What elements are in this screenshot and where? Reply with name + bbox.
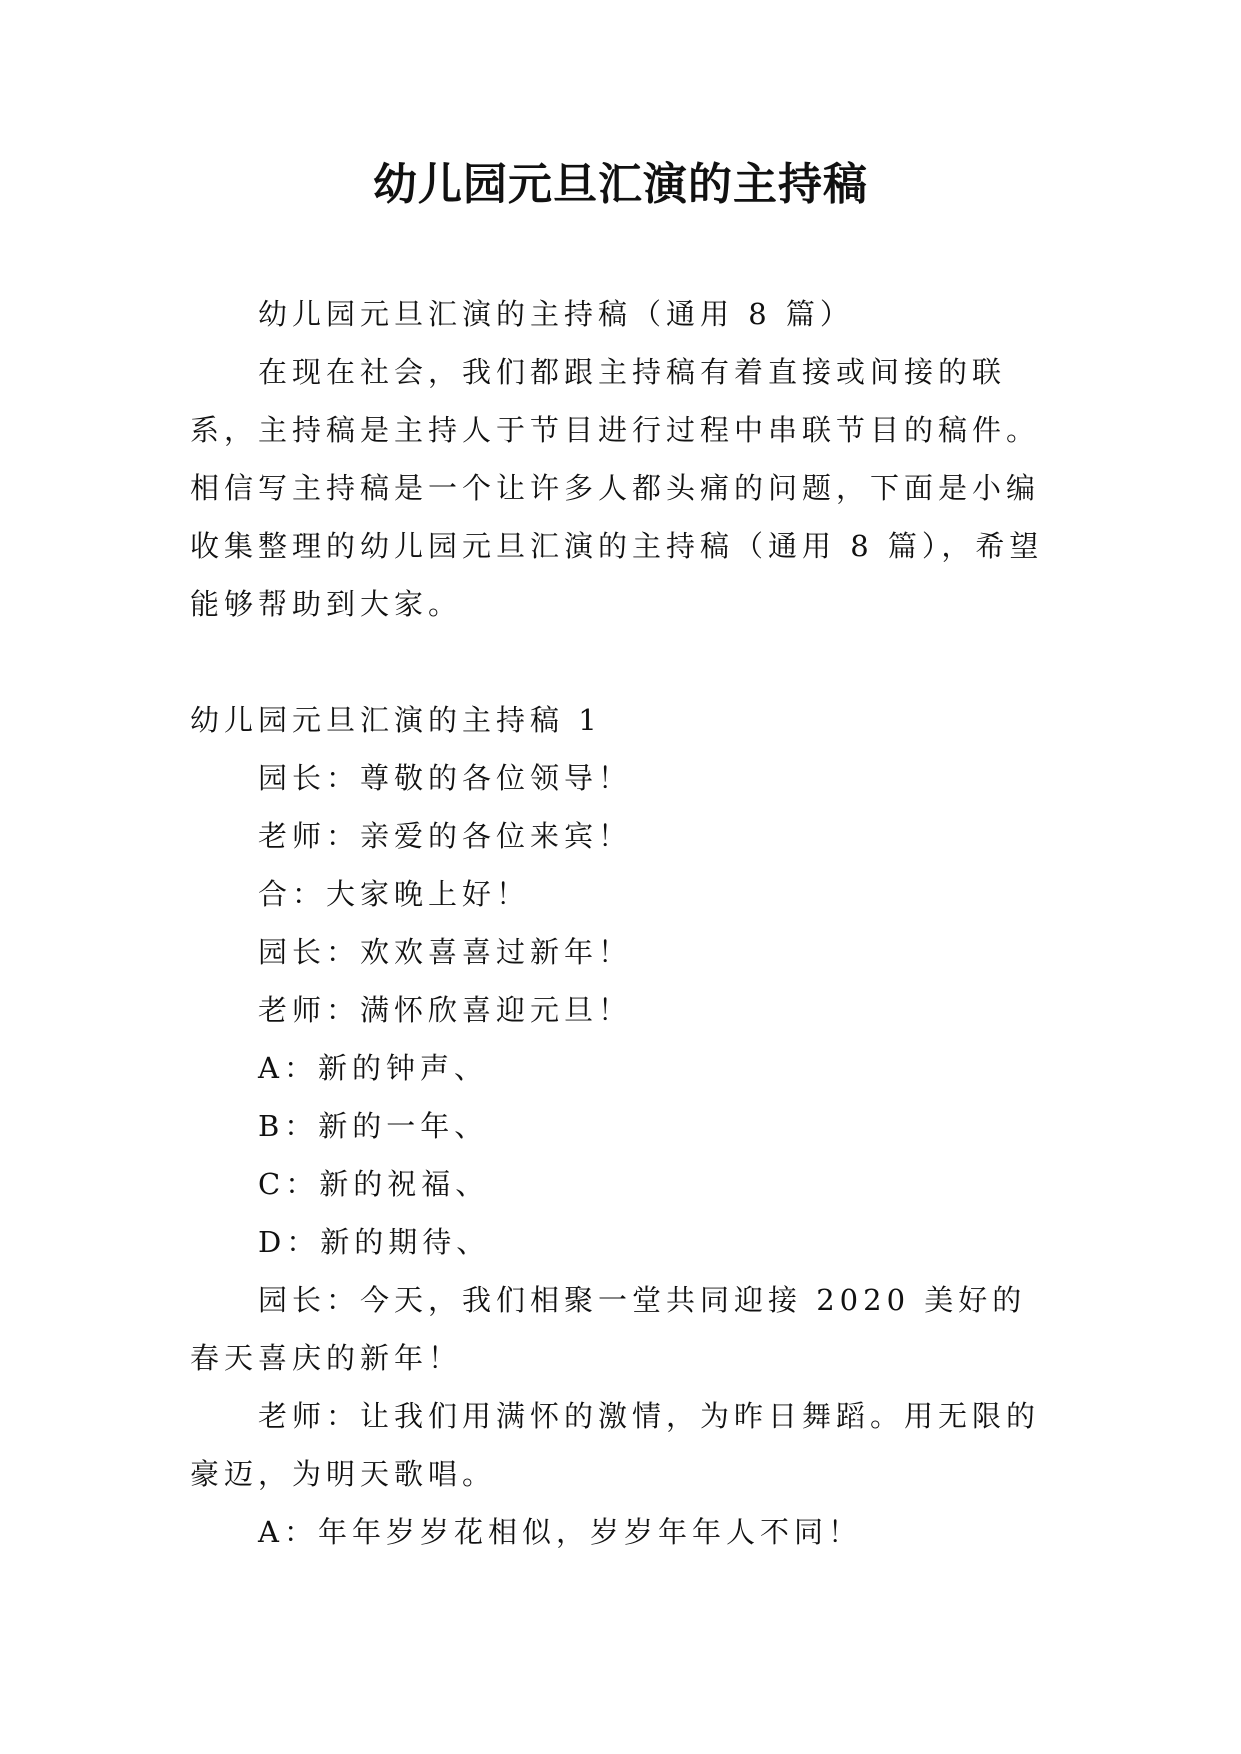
script-line: 老师：亲爱的各位来宾！ — [258, 819, 633, 853]
section-heading: 幼儿园元旦汇演的主持稿 1 — [190, 703, 602, 737]
script-line: 园长：欢欢喜喜过新年！ — [258, 935, 633, 969]
script-line: B：新的一年、 — [258, 1109, 489, 1143]
intro-paragraph: 在现在社会，我们都跟主持稿有着直接或间接的联系，主持稿是主持人于节目进行过程中串联节目的稿件。相信写主持稿是一个让许多人都头痛的问题，下面是小编收集整理的幼儿园元旦汇演的主持稿（通用 8 篇），希望能够帮助到大家。 — [190, 355, 1044, 621]
script-line: A：年年岁岁花相似，岁岁年年人不同！ — [258, 1515, 862, 1549]
paragraph-spacer — [190, 633, 1050, 691]
script-line: 园长：今天，我们相聚一堂共同迎接 2020 美好的春天喜庆的新年！ — [190, 1283, 1027, 1375]
document-subtitle: 幼儿园元旦汇演的主持稿（通用 8 篇） — [258, 297, 854, 331]
script-line: 园长：尊敬的各位领导！ — [258, 761, 633, 795]
script-line: D：新的期待、 — [258, 1225, 491, 1259]
document-body — [190, 285, 1050, 1561]
script-line: 合：大家晚上好！ — [258, 877, 531, 911]
script-line: 老师：满怀欣喜迎元旦！ — [258, 993, 633, 1027]
script-line: A：新的钟声、 — [258, 1051, 488, 1085]
script-line: 老师：让我们用满怀的激情，为昨日舞蹈。用无限的豪迈，为明天歌唱。 — [190, 1399, 1041, 1491]
document-title: 幼儿园元旦汇演的主持稿 — [373, 159, 868, 210]
script-line: C：新的祝福、 — [258, 1167, 490, 1201]
